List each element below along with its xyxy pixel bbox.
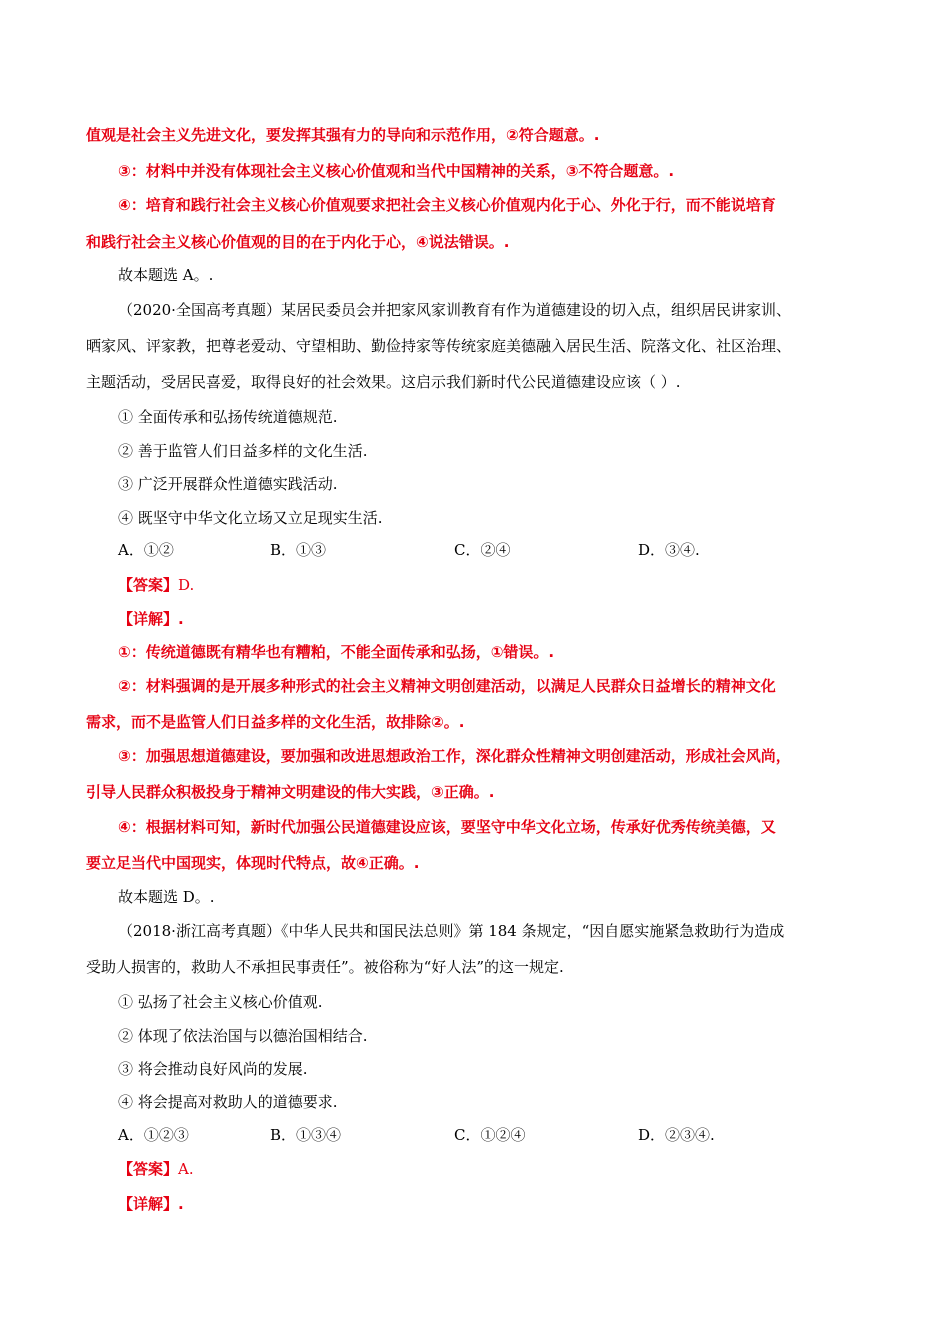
conclusion-text: 故本题选 A。. xyxy=(118,266,214,284)
detail-tag: 【详解】. xyxy=(118,610,184,628)
option-c: C．②④ xyxy=(454,541,511,559)
question-stem: （2020·全国高考真题）某居民委员会并把家风家训教育有作为道德建设的切入点，组织居民讲家训、 xyxy=(118,301,791,319)
option-a: A．①② xyxy=(118,541,174,559)
statement-item: ② 体现了依法治国与以德治国相结合. xyxy=(118,1027,368,1045)
explanation-line: 要立足当代中国现实，体现时代特点，故④正确。. xyxy=(86,854,420,872)
option-d: D．③④. xyxy=(638,541,700,559)
question-stem: （2018·浙江高考真题）《中华人民共和国民法总则》第 184 条规定，“因自愿实施紧急救助行为造成 xyxy=(118,922,785,940)
explanation-line: ③：加强思想道德建设，要加强和改进思想政治工作，深化群众性精神文明创建活动，形成社会风尚， xyxy=(118,747,791,765)
explanation-line: 和践行社会主义核心价值观的目的在于内化于心，④说法错误。. xyxy=(86,233,510,251)
explanation-line: ②：材料强调的是开展多种形式的社会主义精神文明创建活动，以满足人民群众日益增长的精神文化 xyxy=(118,677,776,695)
answer-tag: 【答案】 xyxy=(118,576,179,594)
answer-line xyxy=(118,1159,194,1179)
detail-tag: 【详解】. xyxy=(118,1195,184,1213)
statement-item: ③ 广泛开展群众性道德实践活动. xyxy=(118,475,338,493)
option-b: B．①③④ xyxy=(270,1126,342,1144)
detail-line xyxy=(118,609,184,629)
question-stem: 晒家风、评家教，把尊老爱动、守望相助、勤俭持家等传统家庭美德融入居民生活、院落文化、社区治理、 xyxy=(86,337,792,355)
explanation-line: ④：培育和践行社会主义核心价值观要求把社会主义核心价值观内化于心、外化于行，而不能说培育 xyxy=(118,196,776,214)
statement-item: ④ 既坚守中华文化立场又立足现实生活. xyxy=(118,509,383,527)
explanation-line: 引导人民群众积极投身于精神文明建设的伟大实践，③正确。. xyxy=(86,783,495,801)
explanation-line: ③：材料中并没有体现社会主义核心价值观和当代中国精神的关系，③不符合题意。. xyxy=(118,162,675,180)
answer-value: A. xyxy=(178,1160,194,1178)
detail-line xyxy=(118,1194,184,1214)
option-a: A．①②③ xyxy=(118,1126,189,1144)
answer-value: D. xyxy=(178,576,195,594)
answer-line xyxy=(118,575,194,595)
statement-item: ① 弘扬了社会主义核心价值观. xyxy=(118,993,323,1011)
explanation-line: ④：根据材料可知，新时代加强公民道德建设应该，要坚守中华文化立场，传承好优秀传统美德，又 xyxy=(118,818,776,836)
statement-item: ④ 将会提高对救助人的道德要求. xyxy=(118,1093,338,1111)
explanation-line: 需求，而不是监管人们日益多样的文化生活，故排除②。. xyxy=(86,713,465,731)
statement-item: ③ 将会推动良好风尚的发展. xyxy=(118,1060,308,1078)
statement-item: ② 善于监管人们日益多样的文化生活. xyxy=(118,442,368,460)
answer-tag: 【答案】 xyxy=(118,1160,179,1178)
option-d: D．②③④. xyxy=(638,1126,715,1144)
option-b: B．①③ xyxy=(270,541,327,559)
option-c: C．①②④ xyxy=(454,1126,526,1144)
explanation-line: 值观是社会主义先进文化，要发挥其强有力的导向和示范作用，②符合题意。. xyxy=(86,126,600,144)
explanation-line: ①：传统道德既有精华也有糟粕，不能全面传承和弘扬，①错误。. xyxy=(118,643,555,661)
conclusion-text: 故本题选 D。. xyxy=(118,888,215,906)
statement-item: ① 全面传承和弘扬传统道德规范. xyxy=(118,408,338,426)
question-stem: 受助人损害的，救助人不承担民事责任”。被俗称为“好人法”的这一规定. xyxy=(86,958,564,976)
answer-options xyxy=(118,1125,818,1145)
answer-options xyxy=(118,540,818,560)
question-stem: 主题活动，受居民喜爱，取得良好的社会效果。这启示我们新时代公民道德建设应该（ ）. xyxy=(86,373,681,391)
